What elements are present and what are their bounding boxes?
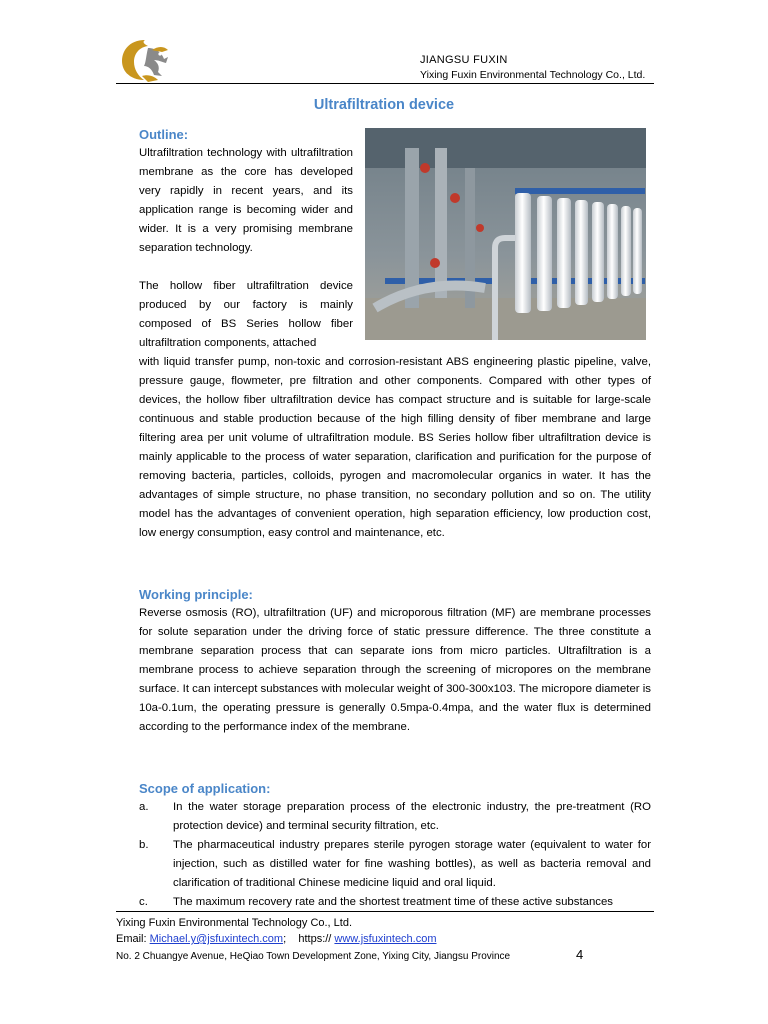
email-label: Email: <box>116 933 150 945</box>
dragon-logo-icon <box>118 36 172 84</box>
website-link[interactable]: www.jsfuxintech.com <box>334 933 437 945</box>
company-short-name: JIANGSU FUXIN <box>420 54 508 66</box>
outline-paragraph-2-start: The hollow fiber ultrafiltration device produced by our factory is mainly composed of BS Series hollow fiber ultrafiltration components, attached <box>139 280 353 349</box>
footer-divider <box>116 911 654 912</box>
page-number: 4 <box>576 947 584 962</box>
scope-list <box>139 798 651 912</box>
list-item <box>139 893 651 912</box>
list-marker: c. <box>139 896 148 908</box>
page-title: Ultrafiltration device <box>313 97 455 113</box>
company-header <box>420 54 650 81</box>
list-marker: b. <box>139 839 149 851</box>
list-item-text: The maximum recovery rate and the shortest treatment time of these active substances <box>173 896 614 908</box>
footer-company: Yixing Fuxin Environmental Technology Co., Ltd. <box>116 917 353 929</box>
list-marker: a. <box>139 801 149 813</box>
scope-heading: Scope of application: <box>139 781 271 796</box>
list-item <box>139 798 651 836</box>
list-item-text: The pharmaceutical industry prepares sterile pyrogen storage water (equivalent to water for injection, such as distilled water for fine washing bottles), as well as bacteria removal and clarification of traditional Chinese medicine liquid and oral liquid. <box>173 839 651 889</box>
ultrafiltration-equipment-photo <box>365 128 646 340</box>
company-full-name: Yixing Fuxin Environmental Technology Co., Ltd. <box>420 69 646 81</box>
outline-heading: Outline: <box>139 127 189 142</box>
email-link[interactable]: Michael.y@jsfuxintech.com <box>149 933 284 945</box>
footer-address: No. 2 Chuangye Avenue, HeQiao Town Development Zone, Yixing City, Jiangsu Province <box>116 951 511 962</box>
website-label: ; https:// <box>283 933 335 945</box>
outline-paragraph-2-continued: with liquid transfer pump, non-toxic and corrosion-resistant ABS engineering plastic pipeline, valve, pressure gauge, flowmeter, pre filtration and other components. Compared with other types of devices, the hollow fiber ultrafiltration device has compact structure and is suitable for large-scale continuous and stable production because of the high filling density of fiber membrane and large filtering area per unit volume of ultrafiltration module. BS Series hollow fiber ultrafiltration device is mainly applicable to the process of water separation, clarification and purification for the purpose of removing bacteria, particles, colloids, pyrogen and macromolecular organics in water. It has the advantages of simple structure, no phase transition, no secondary pollution and so on. The utility model has the advantages of convenient operation, high separation efficiency, low production cost, low energy consumption, easy control and maintenance, etc. <box>139 356 651 539</box>
header-divider <box>116 83 654 84</box>
list-item-text: In the water storage preparation process of the electronic industry, the pre-treatment (RO protection device) and terminal security filtration, etc. <box>173 801 651 832</box>
working-principle-paragraph: Reverse osmosis (RO), ultrafiltration (UF) and microporous filtration (MF) are membrane processes for solute separation under the driving force of static pressure difference. The three constitute a membrane separation process that can separate ions from micro particles. Ultrafiltration is a membrane process to achieve separation through the screening of micropores on the membrane surface. It can intercept substances with molecular weight of 300-300x103. The micropore diameter is 10a-0.1um, the operating pressure is generally 0.5mpa-0.4mpa, and the water flux is determined according to the performance index of the membrane. <box>139 607 651 733</box>
working-principle-heading: Working principle: <box>139 587 253 602</box>
footer <box>116 915 510 965</box>
list-item <box>139 836 651 893</box>
footer-contact <box>116 931 510 947</box>
outline-paragraph-1: Ultrafiltration technology with ultrafiltration membrane as the core has developed very rapidly in recent years, and its application range is becoming wider and wider. It is a very promising membrane separation technology. <box>139 147 353 254</box>
